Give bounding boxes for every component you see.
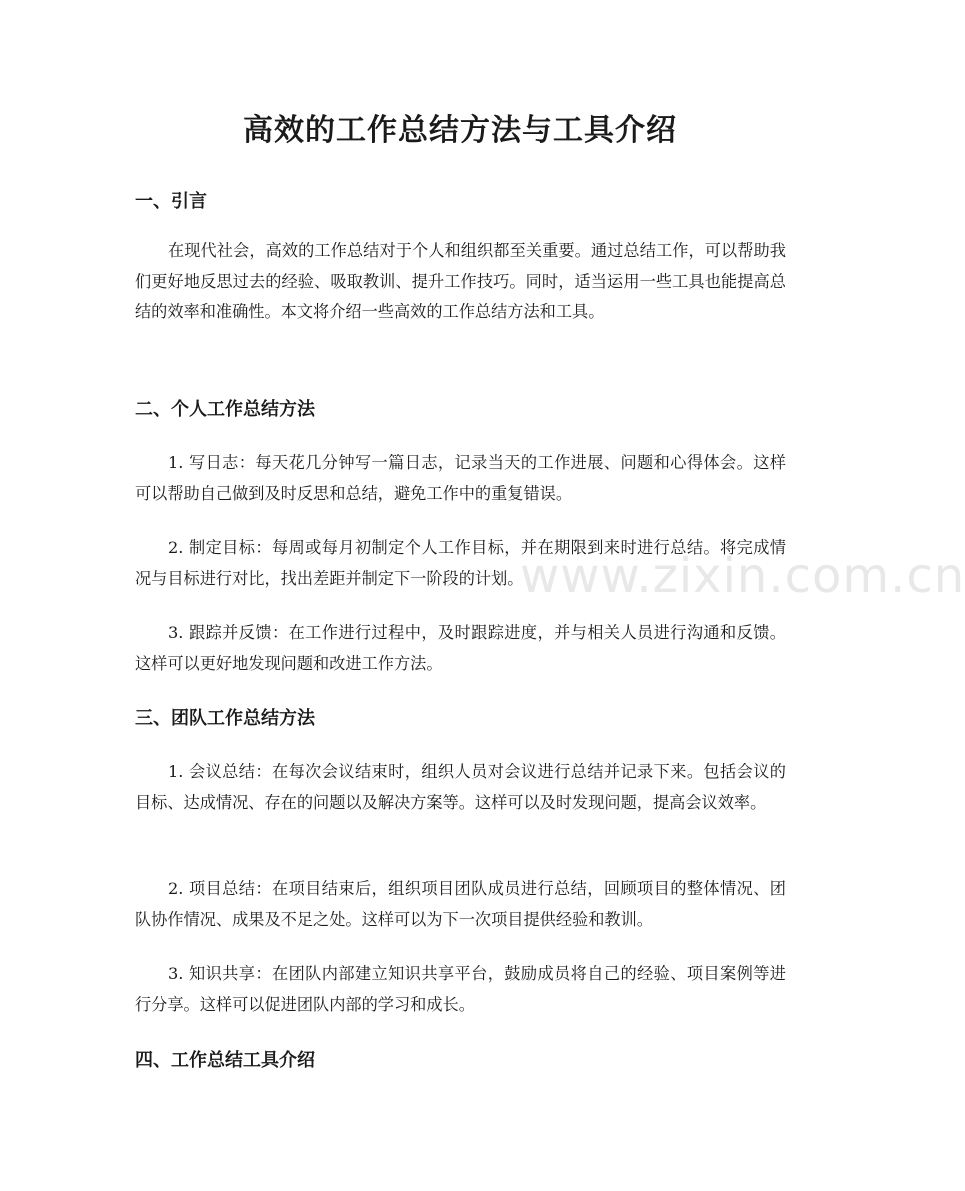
section-heading-team: 三、团队工作总结方法	[135, 708, 315, 729]
section-heading-tools: 四、工作总结工具介绍	[135, 1050, 315, 1071]
section-heading-intro: 一、引言	[135, 191, 207, 212]
intro-paragraph: 在现代社会，高效的工作总结对于个人和组织都至关重要。通过总结工作，可以帮助我们更好地反思过去的经验、吸取教训、提升工作技巧。同时，适当运用一些工具也能提高总结的效率和准确性。本文将介绍一些高效的工作总结方法和工具。	[135, 241, 786, 321]
team-method-2: 2. 项目总结：在项目结束后，组织项目团队成员进行总结，回顾项目的整体情况、团队协作情况、成果及不足之处。这样可以为下一次项目提供经验和教训。	[135, 879, 786, 929]
watermark: www.zixin.com.cn	[520, 548, 965, 604]
personal-method-3: 3. 跟踪并反馈：在工作进行过程中，及时跟踪进度，并与相关人员进行沟通和反馈。这样可以更好地发现问题和改进工作方法。	[135, 623, 786, 673]
section-heading-personal: 二、个人工作总结方法	[135, 399, 315, 420]
document-title: 高效的工作总结方法与工具介绍	[243, 113, 677, 148]
personal-method-1: 1. 写日志：每天花几分钟写一篇日志，记录当天的工作进展、问题和心得体会。这样可以帮助自己做到及时反思和总结，避免工作中的重复错误。	[135, 453, 786, 503]
team-method-1: 1. 会议总结：在每次会议结束时，组织人员对会议进行总结并记录下来。包括会议的目标、达成情况、存在的问题以及解决方案等。这样可以及时发现问题，提高会议效率。	[135, 762, 786, 812]
personal-method-2: 2. 制定目标：每周或每月初制定个人工作目标，并在期限到来时进行总结。将完成情况与目标进行对比，找出差距并制定下一阶段的计划。	[135, 538, 786, 588]
team-method-3: 3. 知识共享：在团队内部建立知识共享平台，鼓励成员将自己的经验、项目案例等进行分享。这样可以促进团队内部的学习和成长。	[135, 964, 786, 1014]
